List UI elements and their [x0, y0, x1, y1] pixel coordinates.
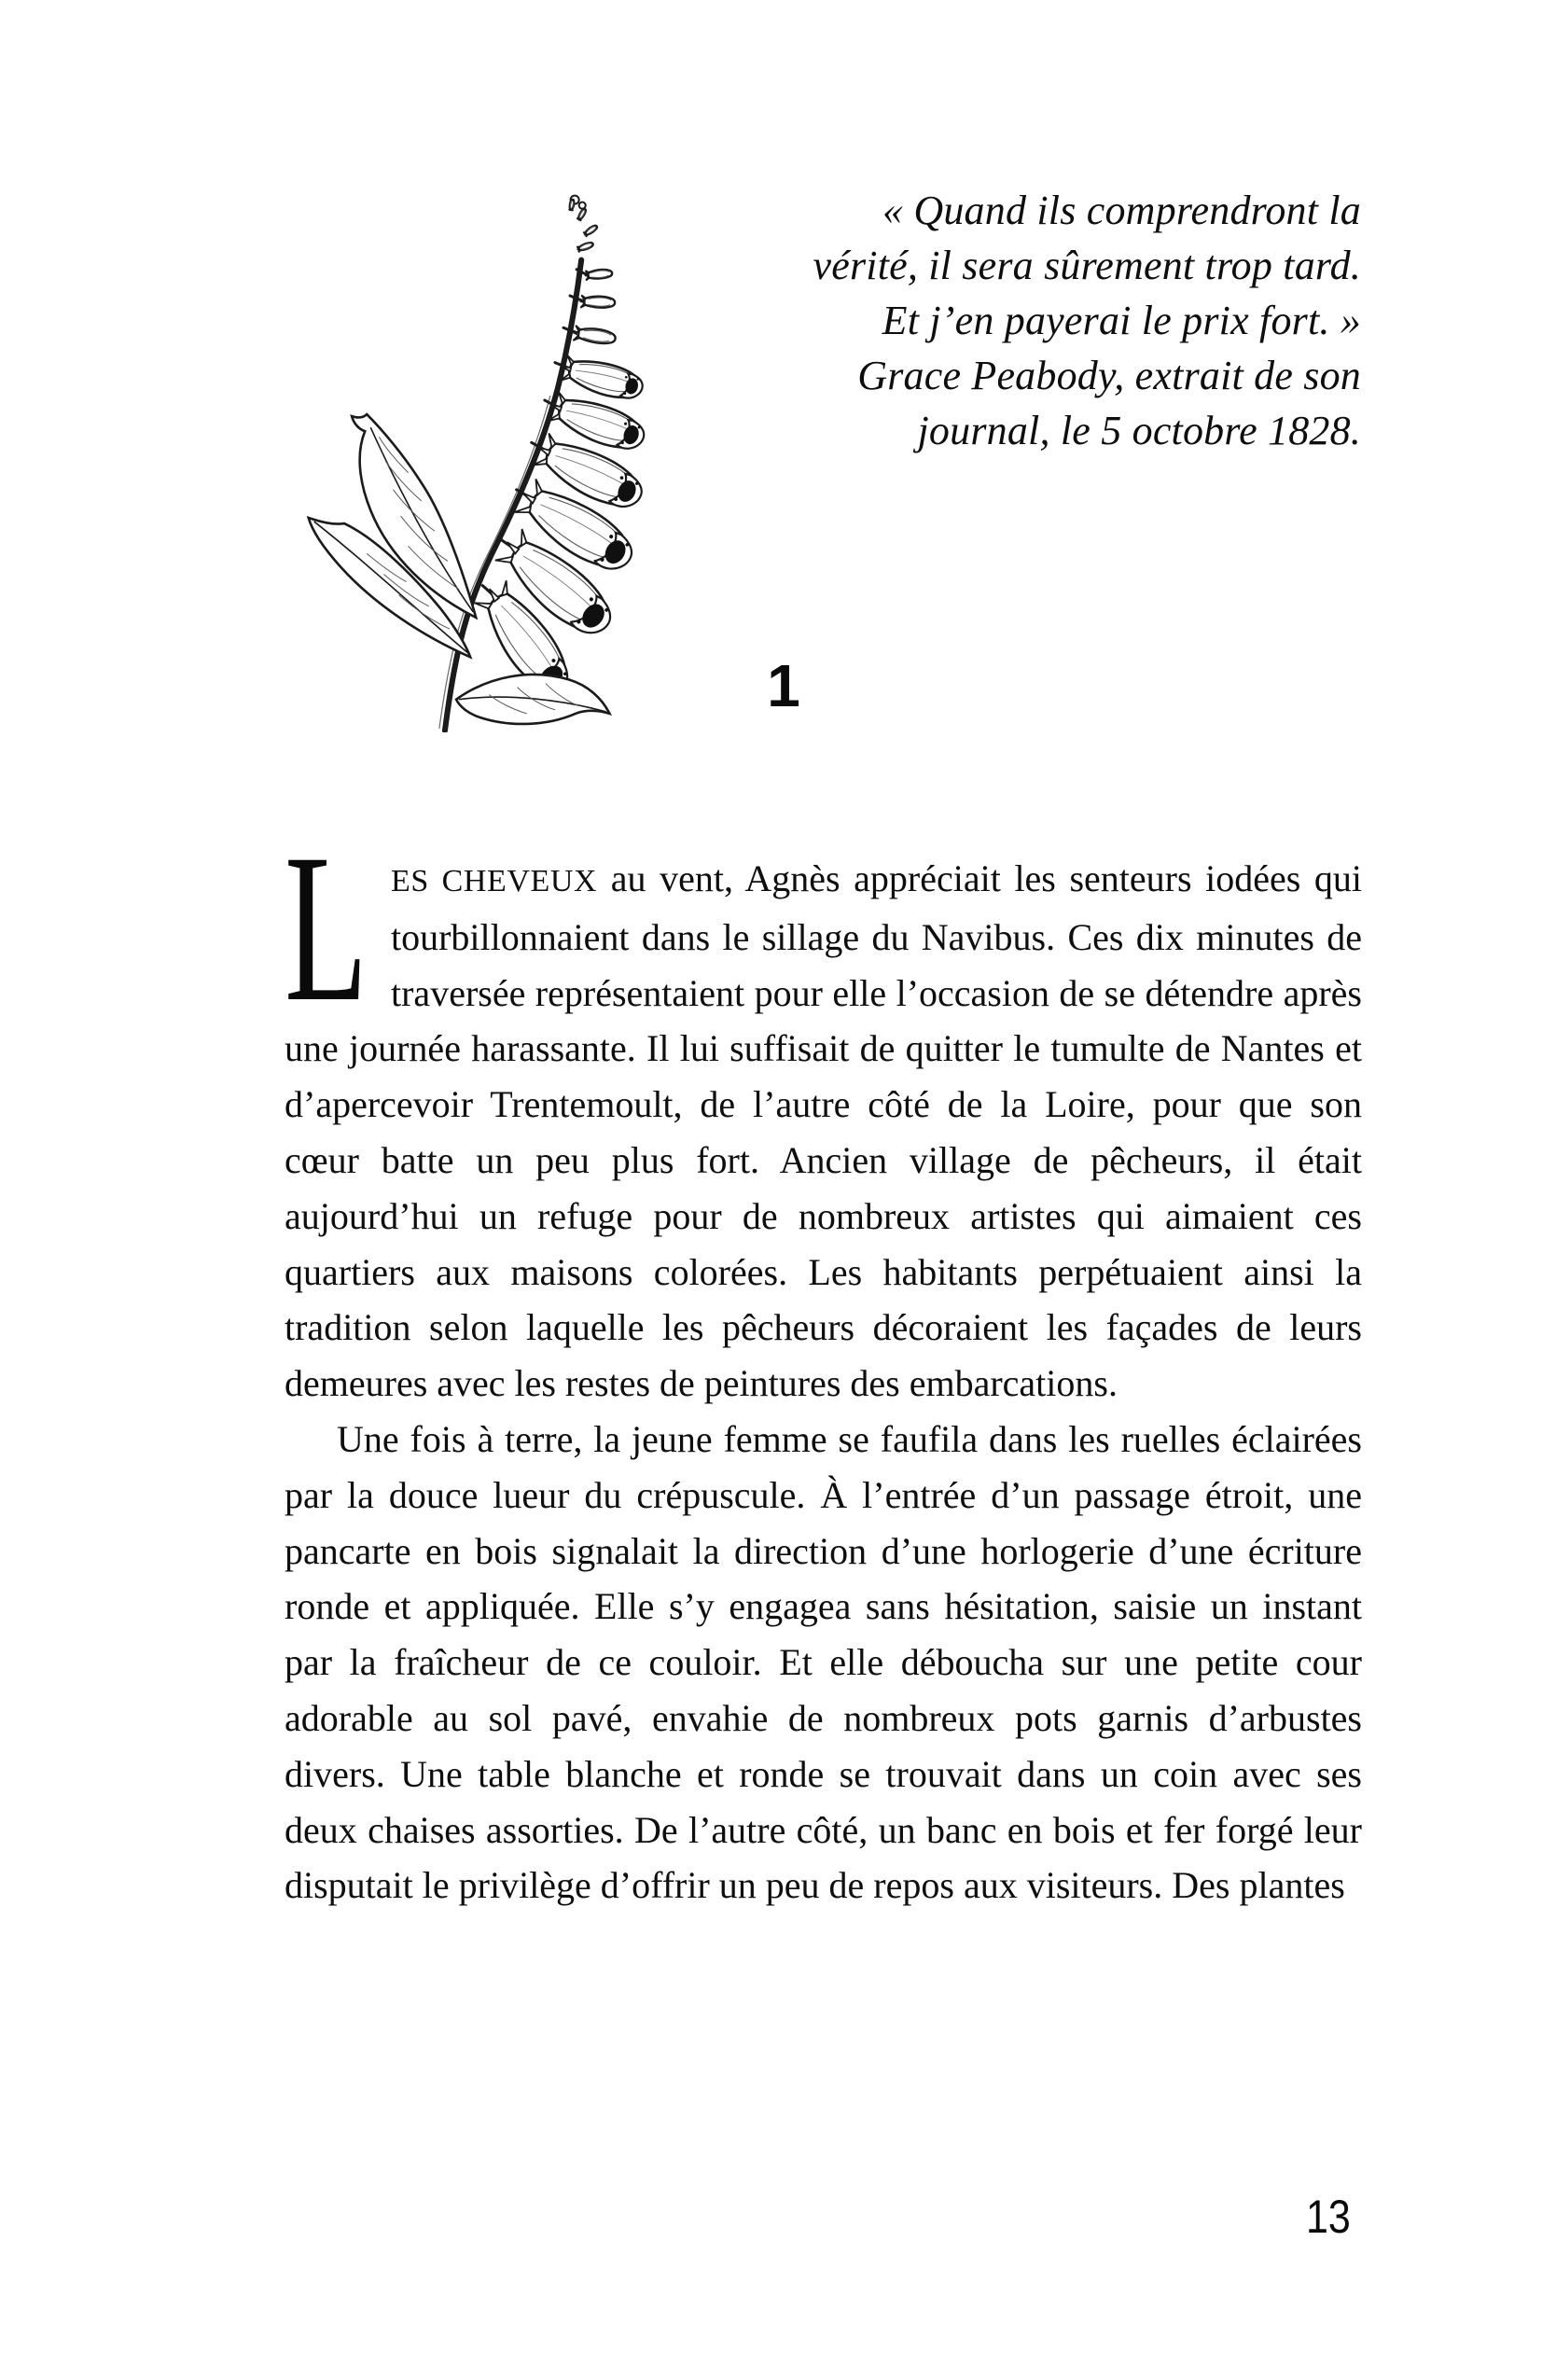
epigraph-line: « Quand ils comprendront la	[882, 188, 1361, 233]
body-text	[285, 811, 1363, 1914]
page-number: 13	[1306, 2191, 1351, 2243]
epigraph-line: vérité, il sera sûrement trop tard.	[813, 243, 1361, 288]
paragraph-1-text: au vent, Agnès appréciait les senteurs iodées qui tourbillonnaient dans le sillage du Navibus. Ces dix minutes de traversée représentaient pour elle l’occasion de se détendre après une journée harassante. Il lui suffisait de quitter le tumulte de Nantes et d’apercevoir Trentemoult, de l’autre côté de la Loire, pour que son cœur batte un peu plus fort. Ancien village de pêcheurs, il était aujourd’hui un refuge pour de nombreux artistes qui aimaient ces quartiers aux maisons colorées. Les habitants perpétuaient ainsi la tradition selon laquelle les pêcheurs décoraient les façades de leurs demeures avec les restes de peintures des embarcations.	[285, 857, 1363, 1405]
paragraph-2: Une fois à terre, la jeune femme se faufila dans les ruelles éclairées par la douce lueur du crépuscule. À l’entrée d’un passage étroit, une pancarte en bois signalait la direction d’une horlogerie d’une écriture ronde et appliquée. Elle s’y engagea sans hésitation, saisie un instant par la fraîcheur de ce couloir. Et elle déboucha sur une petite cour adorable au sol pavé, envahie de nombreux pots garnis d’arbustes divers. Une table blanche et ronde se trouvait dans un coin avec ses deux chaises assorties. De l’autre côté, un banc en bois et fer forgé leur disputait le privilège d’offrir un peu de repos aux visiteurs. Des plantes	[285, 1417, 1362, 1907]
chapter-number: 1	[767, 652, 800, 719]
paragraph-1	[285, 811, 1363, 1412]
epigraph	[606, 183, 1361, 458]
lead-smallcaps: ES CHEVEUX	[391, 864, 598, 898]
epigraph-line: Et j’en payerai le prix fort. »	[882, 298, 1361, 343]
dropcap-letter: L	[285, 811, 368, 1046]
epigraph-line: Grace Peabody, extrait de son	[857, 353, 1361, 398]
epigraph-line: journal, le 5 octobre 1828.	[917, 408, 1361, 453]
